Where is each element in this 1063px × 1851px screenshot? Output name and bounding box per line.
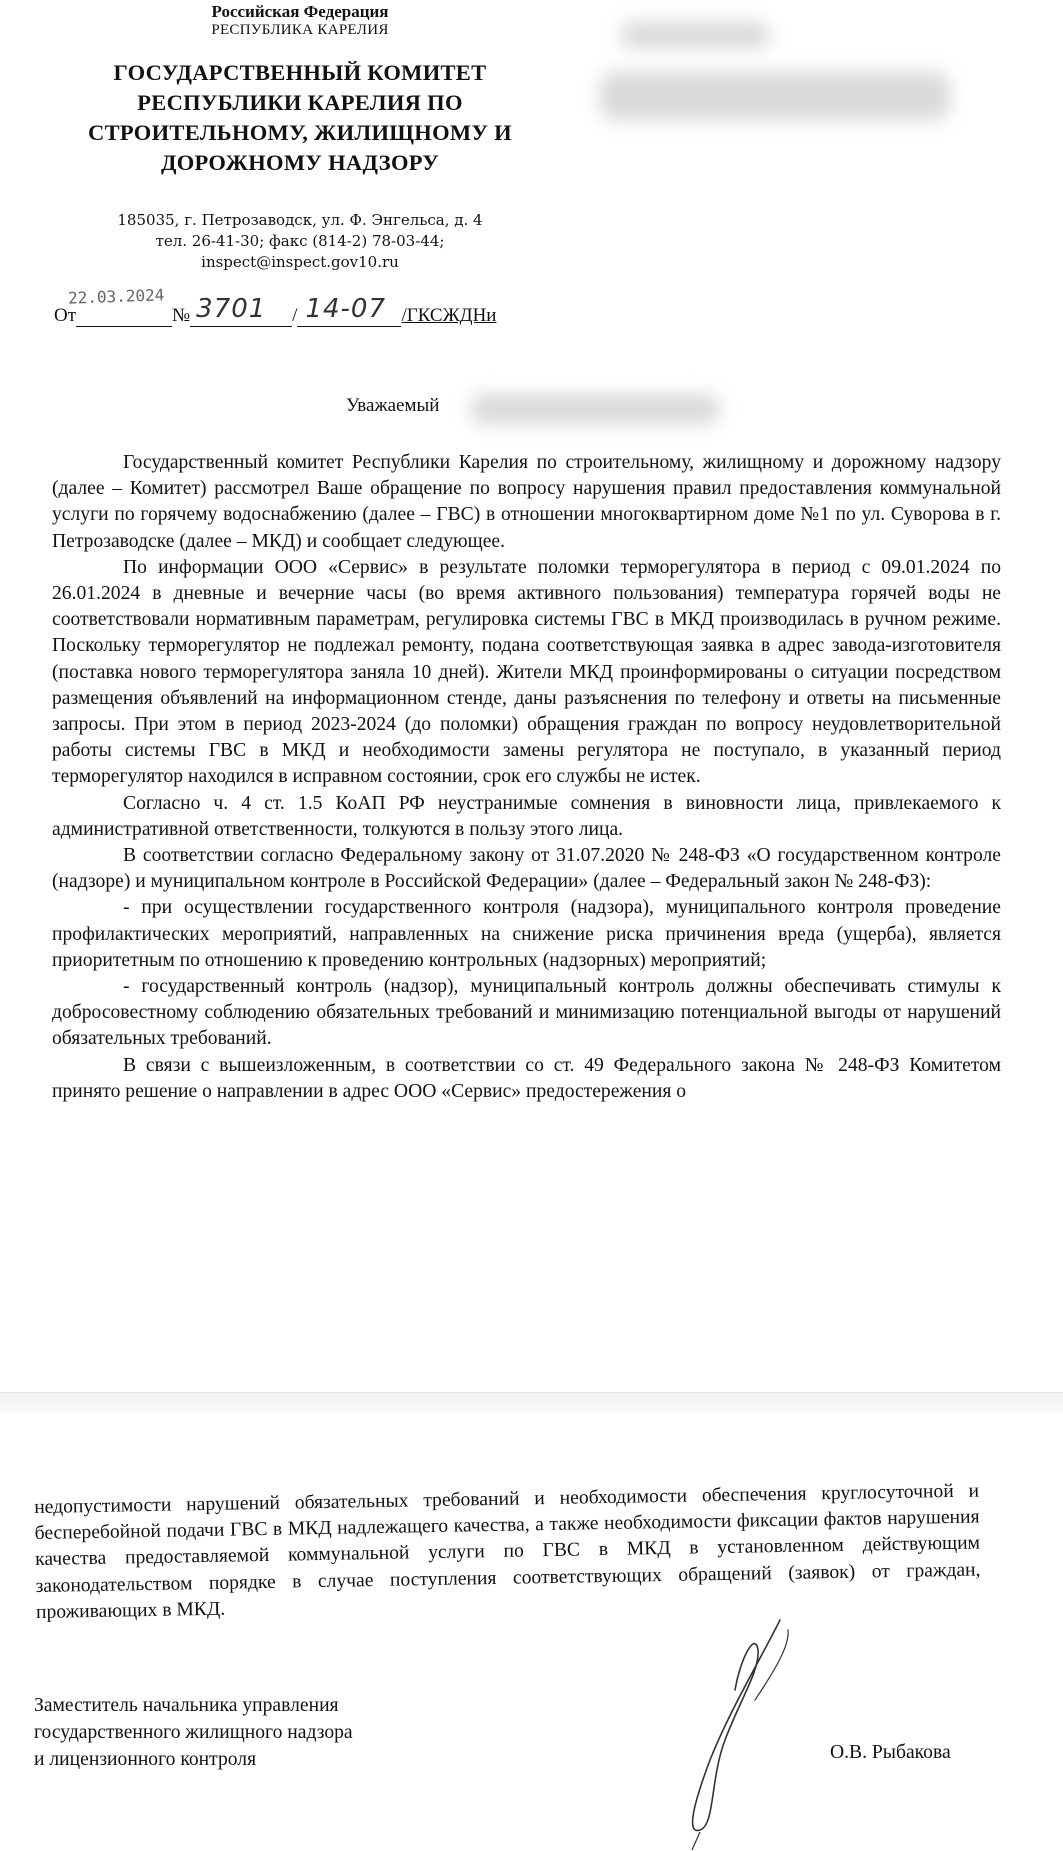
letter-body-continued <box>34 1479 981 1626</box>
date-stamp: 22.03.2024 <box>67 285 165 308</box>
handwritten-subnumber: 14-07 <box>305 294 387 324</box>
paragraph: Государственный комитет Республики Карелия по строительному, жилищному и дорожному надзору (далее – Комитет) рассмотрел Ваше обращение по вопросу нарушения правил предоставления коммунальной услуги по горячему водоснабжению (далее – ГВС) в отношении многоквартирном доме №1 по ул. Суворова в г. Петрозаводске (далее – МКД) и сообщает следующее. <box>52 452 1001 552</box>
page-break <box>0 1392 1063 1413</box>
redacted-addressee <box>600 72 950 120</box>
handwritten-signature <box>640 1600 820 1850</box>
federation-title: Российская Федерация <box>211 2 389 21</box>
redacted-addressee <box>620 22 770 48</box>
agency-line: ДОРОЖНОМУ НАДЗОРУ <box>160 150 440 175</box>
paragraph-bullet: - государственный контроль (надзор), муниципальный контроль должны обеспечивать стимулы к добросовестному соблюдению обязательных требований и минимизацию потенциальной выгоды от нарушений обязательных требований. <box>52 976 1001 1050</box>
greeting: Уважаемый <box>346 395 440 416</box>
reference-suffix: /ГКСЖДНи <box>401 305 497 326</box>
paragraph: недопустимости нарушений обязательных требований и необходимости обеспечения круглосуточной и бесперебойной подачи ГВС в МКД надлежащего качества, а также необходимости фиксации фактов нарушения качества предоставляемой коммунальной услуги по ГВС в МКД в установленном действующим законодательством порядке в случае поступления соответствующих обращений (заявок) от граждан, проживающих в МКД. <box>34 1480 981 1623</box>
agency-name <box>40 58 560 178</box>
address-line: inspect@inspect.gov10.ru <box>201 253 399 271</box>
from-label: От <box>54 305 77 326</box>
address-line: тел. 26-41-30; факс (814-2) 78-03-44; <box>155 232 445 250</box>
agency-line: ГОСУДАРСТВЕННЫЙ КОМИТЕТ <box>113 60 487 85</box>
redacted-name <box>470 394 720 424</box>
agency-line: СТРОИТЕЛЬНОМУ, ЖИЛИЩНОМУ И <box>88 120 512 145</box>
signer-position-line: государственного жилищного надзора <box>34 1722 353 1743</box>
paragraph: В связи с вышеизложенным, в соответствии со ст. 49 Федерального закона № 248-ФЗ Комитетом принято решение о направлении в адрес ООО «Сервис» предостережения о <box>52 1054 1001 1102</box>
subnumber-underline <box>297 294 401 327</box>
reference-line: От № 3701 / 14-07 /ГКСЖДНи <box>54 294 497 326</box>
date-underline <box>76 300 172 327</box>
paragraph: В соответствии согласно Федеральному закону от 31.07.2020 № 248-ФЗ «О государственном контроле (надзоре) и муниципальном контроле в Российской Федерации» (далее – Федеральный закон № 248-ФЗ): <box>52 845 1001 893</box>
handwritten-number: 3701 <box>196 294 267 324</box>
agency-address <box>0 210 600 273</box>
number-label: № <box>172 305 191 326</box>
paragraph: По информации ООО «Сервис» в результате поломки терморегулятора в период с 09.01.2024 по 26.01.2024 в дневные и вечерние часы (во время активного пользования) температура горячей воды не соответствовали нормативным параметрам, регулировка системы ГВС в МКД производилась в ручном режиме. Поскольку терморегулятор не подлежал ремонту, подана соответствующая заявка в адрес завода-изготовителя (поставка нового терморегулятора заняла 10 дней). Жители МКД проинформированы о ситуации посредством размещения объявлений на информационном стенде, даны разъяснения по телефону и ответы на письменные запросы. При этом в период 2023-2024 (до поломки) обращения граждан по вопросу неудовлетворительной работы системы ГВС в МКД и необходимости замены регулятора не поступало, в указанный период терморегулятор находился в исправном состоянии, срок его службы не истек. <box>52 556 1001 788</box>
signer-position-line: Заместитель начальника управления <box>34 1695 339 1716</box>
signer-name: О.В. Рыбакова <box>830 1742 951 1763</box>
signer-position-line: и лицензионного контроля <box>34 1749 257 1770</box>
signer-position <box>34 1692 353 1773</box>
address-line: 185035, г. Петрозаводск, ул. Ф. Энгельса, д. 4 <box>117 211 483 229</box>
number-underline <box>190 294 292 327</box>
letter-body <box>52 450 1001 1105</box>
paragraph-bullet: - при осуществлении государственного контроля (надзора), муниципального контроля проведение профилактических мероприятий, направленных на снижение риска причинения вреда (ущерба), является приоритетным по отношению к проведению контрольных (надзорных) мероприятий; <box>52 897 1001 971</box>
republic-title: РЕСПУБЛИКА КАРЕЛИЯ <box>211 22 389 38</box>
paragraph: Согласно ч. 4 ст. 1.5 КоАП РФ неустранимые сомнения в виновности лица, привлекаемого к административной ответственности, толкуются в пользу этого лица. <box>52 792 1001 840</box>
agency-line: РЕСПУБЛИКИ КАРЕЛИЯ ПО <box>137 90 463 115</box>
